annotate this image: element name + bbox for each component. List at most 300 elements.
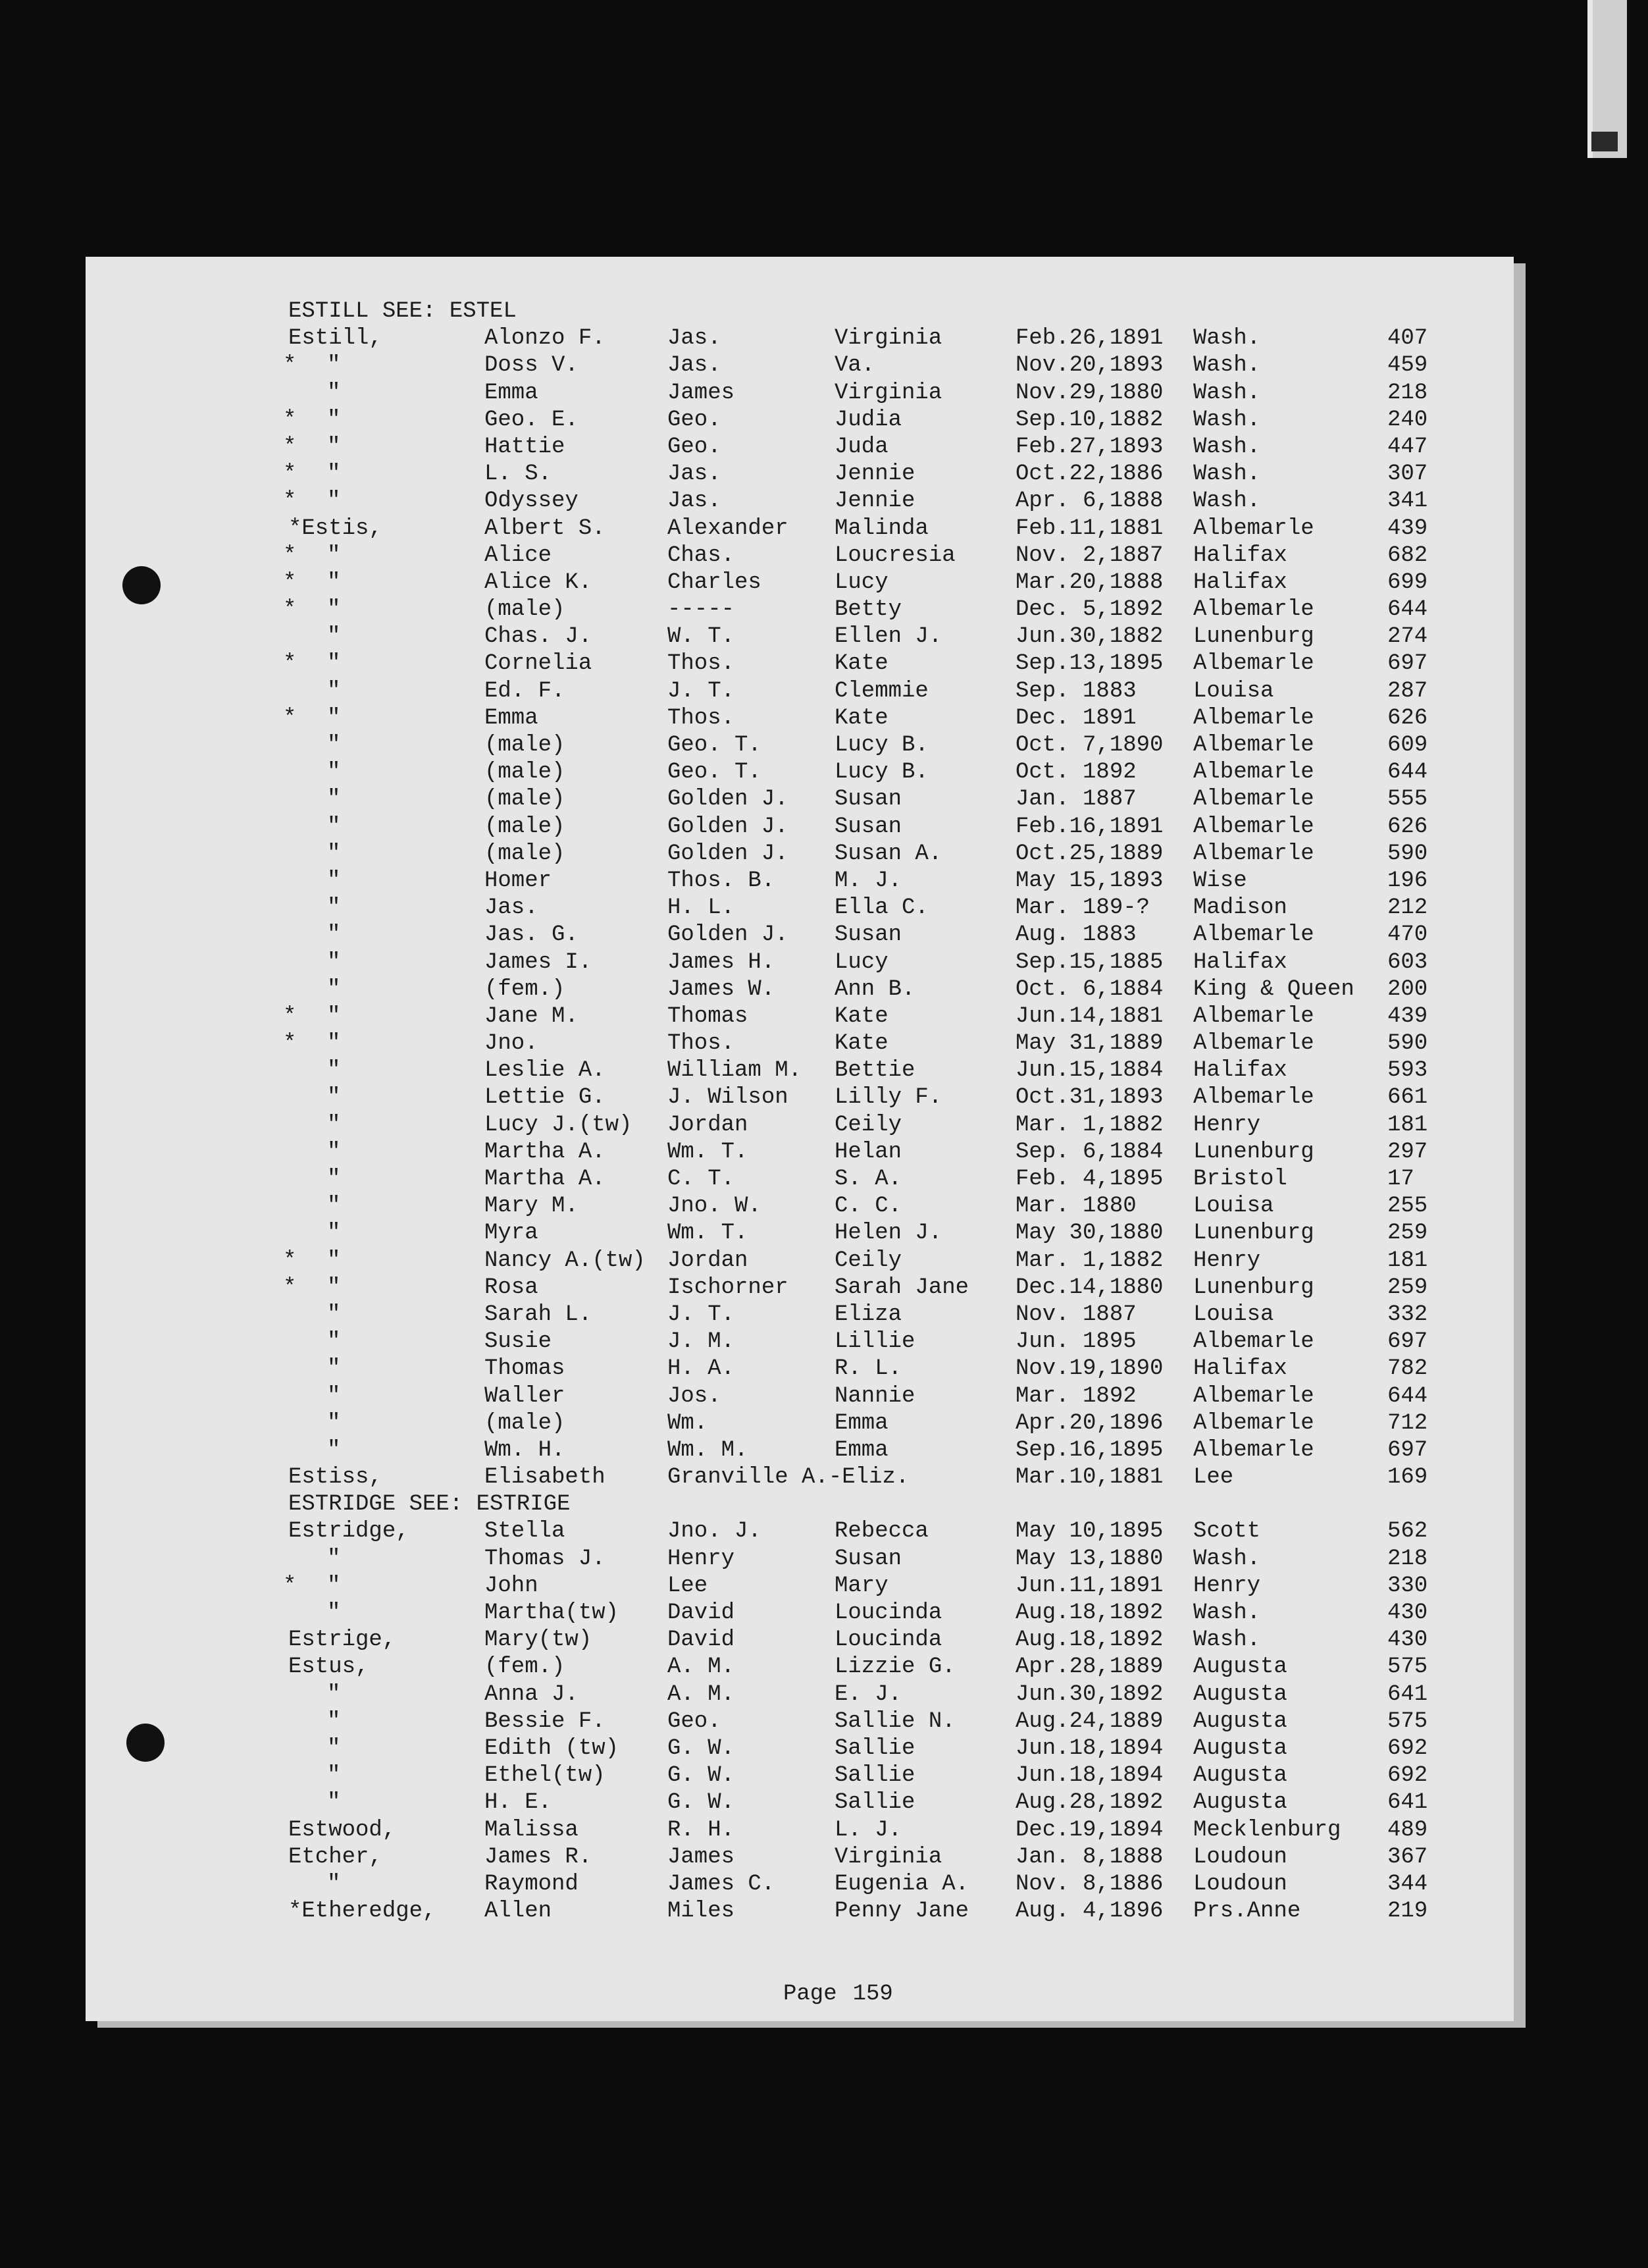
record-page: 626: [1387, 705, 1428, 731]
page-footer: [783, 1982, 893, 2007]
mother-name: Lucy: [835, 569, 888, 595]
record-page: 196: [1387, 868, 1428, 893]
mother-name: Betty: [835, 597, 902, 623]
record-page: 439: [1387, 515, 1428, 541]
given-name: Jas. G.: [484, 922, 579, 948]
record-row: [86, 1193, 1514, 1220]
father-name: Jas.: [667, 462, 721, 487]
record-page: 341: [1387, 488, 1428, 514]
surname: ESTRIDGE SEE: ESTRIGE: [288, 1492, 571, 1517]
record-page: 169: [1387, 1465, 1428, 1490]
father-name: H. A.: [667, 1356, 735, 1382]
record-row: [86, 678, 1514, 705]
surname: *Estis,: [288, 515, 382, 541]
birth-date: Apr. 6,1888: [1016, 488, 1164, 514]
given-name: Jas.: [484, 895, 538, 921]
star-mark: *: [283, 353, 297, 379]
given-name: Thomas J.: [484, 1546, 605, 1571]
birth-date: Nov. 2,1887: [1016, 542, 1164, 568]
birth-date: Jun.30,1882: [1016, 624, 1164, 650]
record-row: [86, 1139, 1514, 1166]
ditto-mark: ": [327, 542, 341, 568]
given-name: Cornelia: [484, 651, 592, 677]
record-row: [86, 1166, 1514, 1193]
given-name: Mary(tw): [484, 1627, 592, 1653]
given-name: Leslie A.: [484, 1058, 605, 1084]
record-page: 459: [1387, 353, 1428, 379]
birth-date: May 13,1880: [1016, 1546, 1164, 1571]
father-name: Alexander: [667, 515, 788, 541]
record-row: [86, 1898, 1514, 1925]
record-row: [86, 705, 1514, 732]
county: Albemarle: [1193, 1003, 1314, 1029]
mother-name: Susan: [835, 1546, 902, 1571]
mother-name: L. J.: [835, 1817, 902, 1843]
county: Wash.: [1193, 462, 1261, 487]
father-name: Geo.: [667, 407, 721, 433]
county: Mecklenburg: [1193, 1817, 1341, 1843]
given-name: H. E.: [484, 1790, 552, 1816]
birth-date: Dec.14,1880: [1016, 1275, 1164, 1300]
ditto-mark: ": [327, 1383, 341, 1409]
given-name: (fem.): [484, 976, 565, 1002]
mother-name: Helan: [835, 1139, 902, 1165]
father-name: Thomas: [667, 1003, 748, 1029]
given-name: Emma: [484, 705, 538, 731]
record-row: [86, 1844, 1514, 1871]
county: Albemarle: [1193, 841, 1314, 866]
surname: Estrige,: [288, 1627, 396, 1653]
mother-name: Sarah Jane: [835, 1275, 969, 1300]
county: Augusta: [1193, 1681, 1287, 1707]
given-name: Elisabeth: [484, 1465, 605, 1490]
birth-date: Oct.25,1889: [1016, 841, 1164, 866]
given-name: Jno.: [484, 1031, 538, 1057]
county: Albemarle: [1193, 814, 1314, 839]
record-row: [86, 1248, 1514, 1275]
birth-date: Nov.20,1893: [1016, 353, 1164, 379]
ditto-mark: ": [327, 1600, 341, 1625]
star-mark: *: [283, 542, 297, 568]
mother-name: Penny Jane: [835, 1899, 969, 1924]
record-page: 255: [1387, 1194, 1428, 1219]
record-page: 641: [1387, 1681, 1428, 1707]
mother-name: Susan: [835, 814, 902, 839]
record-page: 407: [1387, 326, 1428, 352]
record-row: [86, 407, 1514, 434]
mother-name: Virginia: [835, 380, 942, 406]
father-name: James: [667, 380, 735, 406]
ditto-mark: ": [327, 1139, 341, 1165]
mother-name: Rebecca: [835, 1519, 929, 1544]
record-page: 593: [1387, 1058, 1428, 1084]
record-row: [86, 542, 1514, 569]
ditto-mark: ": [327, 1302, 341, 1327]
county: Wash.: [1193, 1627, 1261, 1653]
birth-date: Aug. 1883: [1016, 922, 1137, 948]
record-page: 644: [1387, 597, 1428, 623]
ditto-mark: ": [327, 1167, 341, 1192]
county: Halifax: [1193, 1058, 1287, 1084]
ditto-mark: ": [327, 1546, 341, 1571]
mother-name: Virginia: [835, 1844, 942, 1870]
ditto-mark: ": [327, 733, 341, 758]
record-row: [86, 1871, 1514, 1898]
father-name: Thos.: [667, 705, 735, 731]
birth-date: Jun.11,1891: [1016, 1573, 1164, 1598]
father-name: W. T.: [667, 624, 735, 650]
county: Lunenburg: [1193, 1275, 1314, 1300]
record-page: 344: [1387, 1871, 1428, 1897]
record-row: [86, 1654, 1514, 1681]
county: Wash.: [1193, 353, 1261, 379]
record-page: 181: [1387, 1112, 1428, 1138]
given-name: Bessie F.: [484, 1708, 605, 1734]
star-mark: *: [283, 462, 297, 487]
birth-date: Nov.29,1880: [1016, 380, 1164, 406]
birth-date: Sep.15,1885: [1016, 949, 1164, 975]
mother-name: Ann B.: [835, 976, 915, 1002]
county: King & Queen: [1193, 976, 1354, 1002]
mother-name: Lizzie G.: [835, 1654, 956, 1680]
father-name: Wm. M.: [667, 1437, 748, 1463]
record-page: 644: [1387, 1383, 1428, 1409]
record-page: 17: [1387, 1167, 1414, 1192]
county: Halifax: [1193, 569, 1287, 595]
record-row: [86, 1437, 1514, 1464]
birth-date: Jun.30,1892: [1016, 1681, 1164, 1707]
mother-name: Susan: [835, 922, 902, 948]
record-page: 259: [1387, 1221, 1428, 1246]
given-name: Malissa: [484, 1817, 579, 1843]
birth-date: Aug.18,1892: [1016, 1627, 1164, 1653]
birth-date: Dec. 5,1892: [1016, 597, 1164, 623]
mother-name: R. L.: [835, 1356, 902, 1382]
birth-date: Jun.14,1881: [1016, 1003, 1164, 1029]
ditto-mark: ": [327, 868, 341, 893]
given-name: Odyssey: [484, 488, 579, 514]
mother-name: Loucinda: [835, 1627, 942, 1653]
mother-name: Malinda: [835, 515, 929, 541]
given-name: Thomas: [484, 1356, 565, 1382]
given-name: Sarah L.: [484, 1302, 592, 1327]
star-mark: *: [283, 1031, 297, 1057]
record-page: 212: [1387, 895, 1428, 921]
mother-name: Kate: [835, 705, 888, 731]
record-page: 332: [1387, 1302, 1428, 1327]
record-row: [86, 1789, 1514, 1816]
star-mark: *: [283, 407, 297, 433]
mother-name: Ceily: [835, 1112, 902, 1138]
record-row: [86, 352, 1514, 379]
father-name: G. W.: [667, 1735, 735, 1761]
birth-date: Jun.18,1894: [1016, 1763, 1164, 1789]
record-row: [86, 1573, 1514, 1600]
county: Augusta: [1193, 1708, 1287, 1734]
record-row: [86, 1762, 1514, 1789]
birth-date: Sep. 1883: [1016, 678, 1137, 704]
film-edge-marker-notch: [1591, 132, 1618, 151]
county: Wash.: [1193, 380, 1261, 406]
mother-name: Ella C.: [835, 895, 929, 921]
record-row: [86, 1817, 1514, 1844]
father-name: Jas.: [667, 353, 721, 379]
ditto-mark: ": [327, 1708, 341, 1734]
record-row: [86, 1518, 1514, 1545]
father-name: -----: [667, 597, 735, 623]
birth-date: Feb. 4,1895: [1016, 1167, 1164, 1192]
ditto-mark: ": [327, 1410, 341, 1436]
ditto-mark: ": [327, 1573, 341, 1598]
mother-name: Sallie: [835, 1735, 915, 1761]
record-page: 447: [1387, 434, 1428, 460]
mother-name: Juda: [835, 434, 888, 460]
given-name: Hattie: [484, 434, 565, 460]
record-row: [86, 1084, 1514, 1111]
ditto-mark: ": [327, 1437, 341, 1463]
record-row: [86, 732, 1514, 759]
record-row: [86, 1220, 1514, 1247]
given-name: Stella: [484, 1519, 565, 1544]
county: Wash.: [1193, 434, 1261, 460]
ditto-mark: ": [327, 1763, 341, 1789]
mother-name: Virginia: [835, 326, 942, 352]
county: Augusta: [1193, 1790, 1287, 1816]
father-name: Jas.: [667, 488, 721, 514]
star-mark: *: [283, 1248, 297, 1273]
father-name: J. M.: [667, 1329, 735, 1355]
father-name: Lee: [667, 1573, 708, 1598]
ditto-mark: ": [327, 624, 341, 650]
record-row: [86, 1329, 1514, 1356]
county: Bristol: [1193, 1167, 1287, 1192]
mother-name: Lillie: [835, 1329, 915, 1355]
father-name: Wm. T.: [667, 1139, 748, 1165]
county: Wash.: [1193, 488, 1261, 514]
given-name: Homer: [484, 868, 552, 893]
record-row: [86, 1112, 1514, 1139]
birth-date: Dec.19,1894: [1016, 1817, 1164, 1843]
ditto-mark: ": [327, 1112, 341, 1138]
record-row: [86, 380, 1514, 407]
county: Albemarle: [1193, 1031, 1314, 1057]
birth-date: Feb.27,1893: [1016, 434, 1164, 460]
birth-date: Nov. 8,1886: [1016, 1871, 1164, 1897]
father-name: Wm. T.: [667, 1221, 748, 1246]
mother-name: Lucy B.: [835, 760, 929, 785]
county: Lee: [1193, 1465, 1234, 1490]
record-row: [86, 515, 1514, 542]
father-name: R. H.: [667, 1817, 735, 1843]
surname: Estill,: [288, 326, 382, 352]
birth-date: Aug.24,1889: [1016, 1708, 1164, 1734]
mother-name: Va.: [835, 353, 875, 379]
birth-date: Oct. 6,1884: [1016, 976, 1164, 1002]
mother-name: Sallie N.: [835, 1708, 956, 1734]
county: Albemarle: [1193, 922, 1314, 948]
ditto-mark: ": [327, 353, 341, 379]
birth-date: Nov.19,1890: [1016, 1356, 1164, 1382]
ditto-mark: ": [327, 1003, 341, 1029]
county: Henry: [1193, 1112, 1261, 1138]
ditto-mark: ": [327, 462, 341, 487]
given-name: Martha(tw): [484, 1600, 619, 1625]
star-mark: *: [283, 597, 297, 623]
county: Louisa: [1193, 1302, 1274, 1327]
county: Albemarle: [1193, 787, 1314, 812]
father-name: Granville A.-Eliz.: [667, 1465, 910, 1490]
mother-name: Eugenia A.: [835, 1871, 969, 1897]
county: Albemarle: [1193, 705, 1314, 731]
given-name: Jane M.: [484, 1003, 579, 1029]
record-row: [86, 1030, 1514, 1057]
given-name: Rosa: [484, 1275, 538, 1300]
star-mark: *: [283, 651, 297, 677]
given-name: Lettie G.: [484, 1085, 605, 1111]
county: Loudoun: [1193, 1844, 1287, 1870]
given-name: L. S.: [484, 462, 552, 487]
ditto-mark: ": [327, 787, 341, 812]
record-page: 692: [1387, 1735, 1428, 1761]
father-name: Geo. T.: [667, 760, 761, 785]
ditto-mark: ": [327, 1031, 341, 1057]
record-row: [86, 325, 1514, 352]
father-name: Thos.: [667, 1031, 735, 1057]
birth-date: Jan. 8,1888: [1016, 1844, 1164, 1870]
father-name: Thos.: [667, 651, 735, 677]
ditto-mark: ": [327, 1194, 341, 1219]
record-page: 259: [1387, 1275, 1428, 1300]
county: Albemarle: [1193, 760, 1314, 785]
birth-date: Oct.22,1886: [1016, 462, 1164, 487]
ditto-mark: ": [327, 1058, 341, 1084]
record-page: 661: [1387, 1085, 1428, 1111]
given-name: Mary M.: [484, 1194, 579, 1219]
ditto-mark: ": [327, 1735, 341, 1761]
record-page: 200: [1387, 976, 1428, 1002]
ditto-mark: ": [327, 1275, 341, 1300]
record-row: [86, 1356, 1514, 1383]
ditto-mark: ": [327, 678, 341, 704]
father-name: Chas.: [667, 542, 735, 568]
father-name: Thos. B.: [667, 868, 775, 893]
ditto-mark: ": [327, 1356, 341, 1382]
record-page: 603: [1387, 949, 1428, 975]
birth-date: Sep.13,1895: [1016, 651, 1164, 677]
father-name: Charles: [667, 569, 761, 595]
county: Henry: [1193, 1573, 1261, 1598]
county: Scott: [1193, 1519, 1261, 1544]
mother-name: Susan: [835, 787, 902, 812]
county: Albemarle: [1193, 1383, 1314, 1409]
record-row: [86, 1491, 1514, 1518]
birth-date: Feb.11,1881: [1016, 515, 1164, 541]
mother-name: M. J.: [835, 868, 902, 893]
star-mark: *: [283, 434, 297, 460]
given-name: (male): [484, 733, 565, 758]
record-row: [86, 1410, 1514, 1437]
county: Loudoun: [1193, 1871, 1287, 1897]
document-page: [86, 257, 1514, 2021]
county: Lunenburg: [1193, 1221, 1314, 1246]
record-page: 181: [1387, 1248, 1428, 1273]
given-name: Wm. H.: [484, 1437, 565, 1463]
record-page: 240: [1387, 407, 1428, 433]
record-page: 218: [1387, 380, 1428, 406]
ditto-mark: ": [327, 841, 341, 866]
father-name: James C.: [667, 1871, 775, 1897]
county: Augusta: [1193, 1654, 1287, 1680]
mother-name: Jennie: [835, 462, 915, 487]
county: Halifax: [1193, 1356, 1287, 1382]
birth-date: May 15,1893: [1016, 868, 1164, 893]
father-name: Jordan: [667, 1248, 748, 1273]
record-row: [86, 895, 1514, 922]
county: Wise: [1193, 868, 1247, 893]
father-name: Jordan: [667, 1112, 748, 1138]
record-row: [86, 569, 1514, 596]
record-page: 562: [1387, 1519, 1428, 1544]
birth-date: Sep.16,1895: [1016, 1437, 1164, 1463]
mother-name: Susan A.: [835, 841, 942, 866]
record-row: [86, 1735, 1514, 1762]
record-page: 489: [1387, 1817, 1428, 1843]
record-page: 609: [1387, 733, 1428, 758]
given-name: Myra: [484, 1221, 538, 1246]
record-row: [86, 1600, 1514, 1627]
ditto-mark: ": [327, 1221, 341, 1246]
record-page: 430: [1387, 1627, 1428, 1653]
birth-date: Feb.26,1891: [1016, 326, 1164, 352]
record-page: 641: [1387, 1790, 1428, 1816]
county: Wash.: [1193, 326, 1261, 352]
birth-date: Aug. 4,1896: [1016, 1899, 1164, 1924]
county: Albemarle: [1193, 515, 1314, 541]
father-name: Golden J.: [667, 922, 788, 948]
father-name: Henry: [667, 1546, 735, 1571]
record-row: [86, 949, 1514, 976]
father-name: Jos.: [667, 1383, 721, 1409]
record-row: [86, 1057, 1514, 1084]
birth-date: Oct. 1892: [1016, 760, 1137, 785]
father-name: C. T.: [667, 1167, 735, 1192]
birth-date: Oct. 7,1890: [1016, 733, 1164, 758]
given-name: Waller: [484, 1383, 565, 1409]
mother-name: Jennie: [835, 488, 915, 514]
ditto-mark: ": [327, 705, 341, 731]
record-page: 782: [1387, 1356, 1428, 1382]
birth-date: Oct.31,1893: [1016, 1085, 1164, 1111]
father-name: G. W.: [667, 1763, 735, 1789]
record-row: [86, 922, 1514, 949]
father-name: Wm.: [667, 1410, 708, 1436]
star-mark: *: [283, 1275, 297, 1300]
record-page: 697: [1387, 1329, 1428, 1355]
given-name: Raymond: [484, 1871, 579, 1897]
given-name: (male): [484, 814, 565, 839]
record-page: 692: [1387, 1763, 1428, 1789]
record-row: [86, 1003, 1514, 1030]
mother-name: Sallie: [835, 1763, 915, 1789]
father-name: Ischorner: [667, 1275, 788, 1300]
given-name: Allen: [484, 1899, 552, 1924]
given-name: (male): [484, 597, 565, 623]
ditto-mark: ": [327, 760, 341, 785]
mother-name: Lucy: [835, 949, 888, 975]
record-row: [86, 434, 1514, 461]
birth-date: Mar. 1,1882: [1016, 1112, 1164, 1138]
county: Halifax: [1193, 542, 1287, 568]
